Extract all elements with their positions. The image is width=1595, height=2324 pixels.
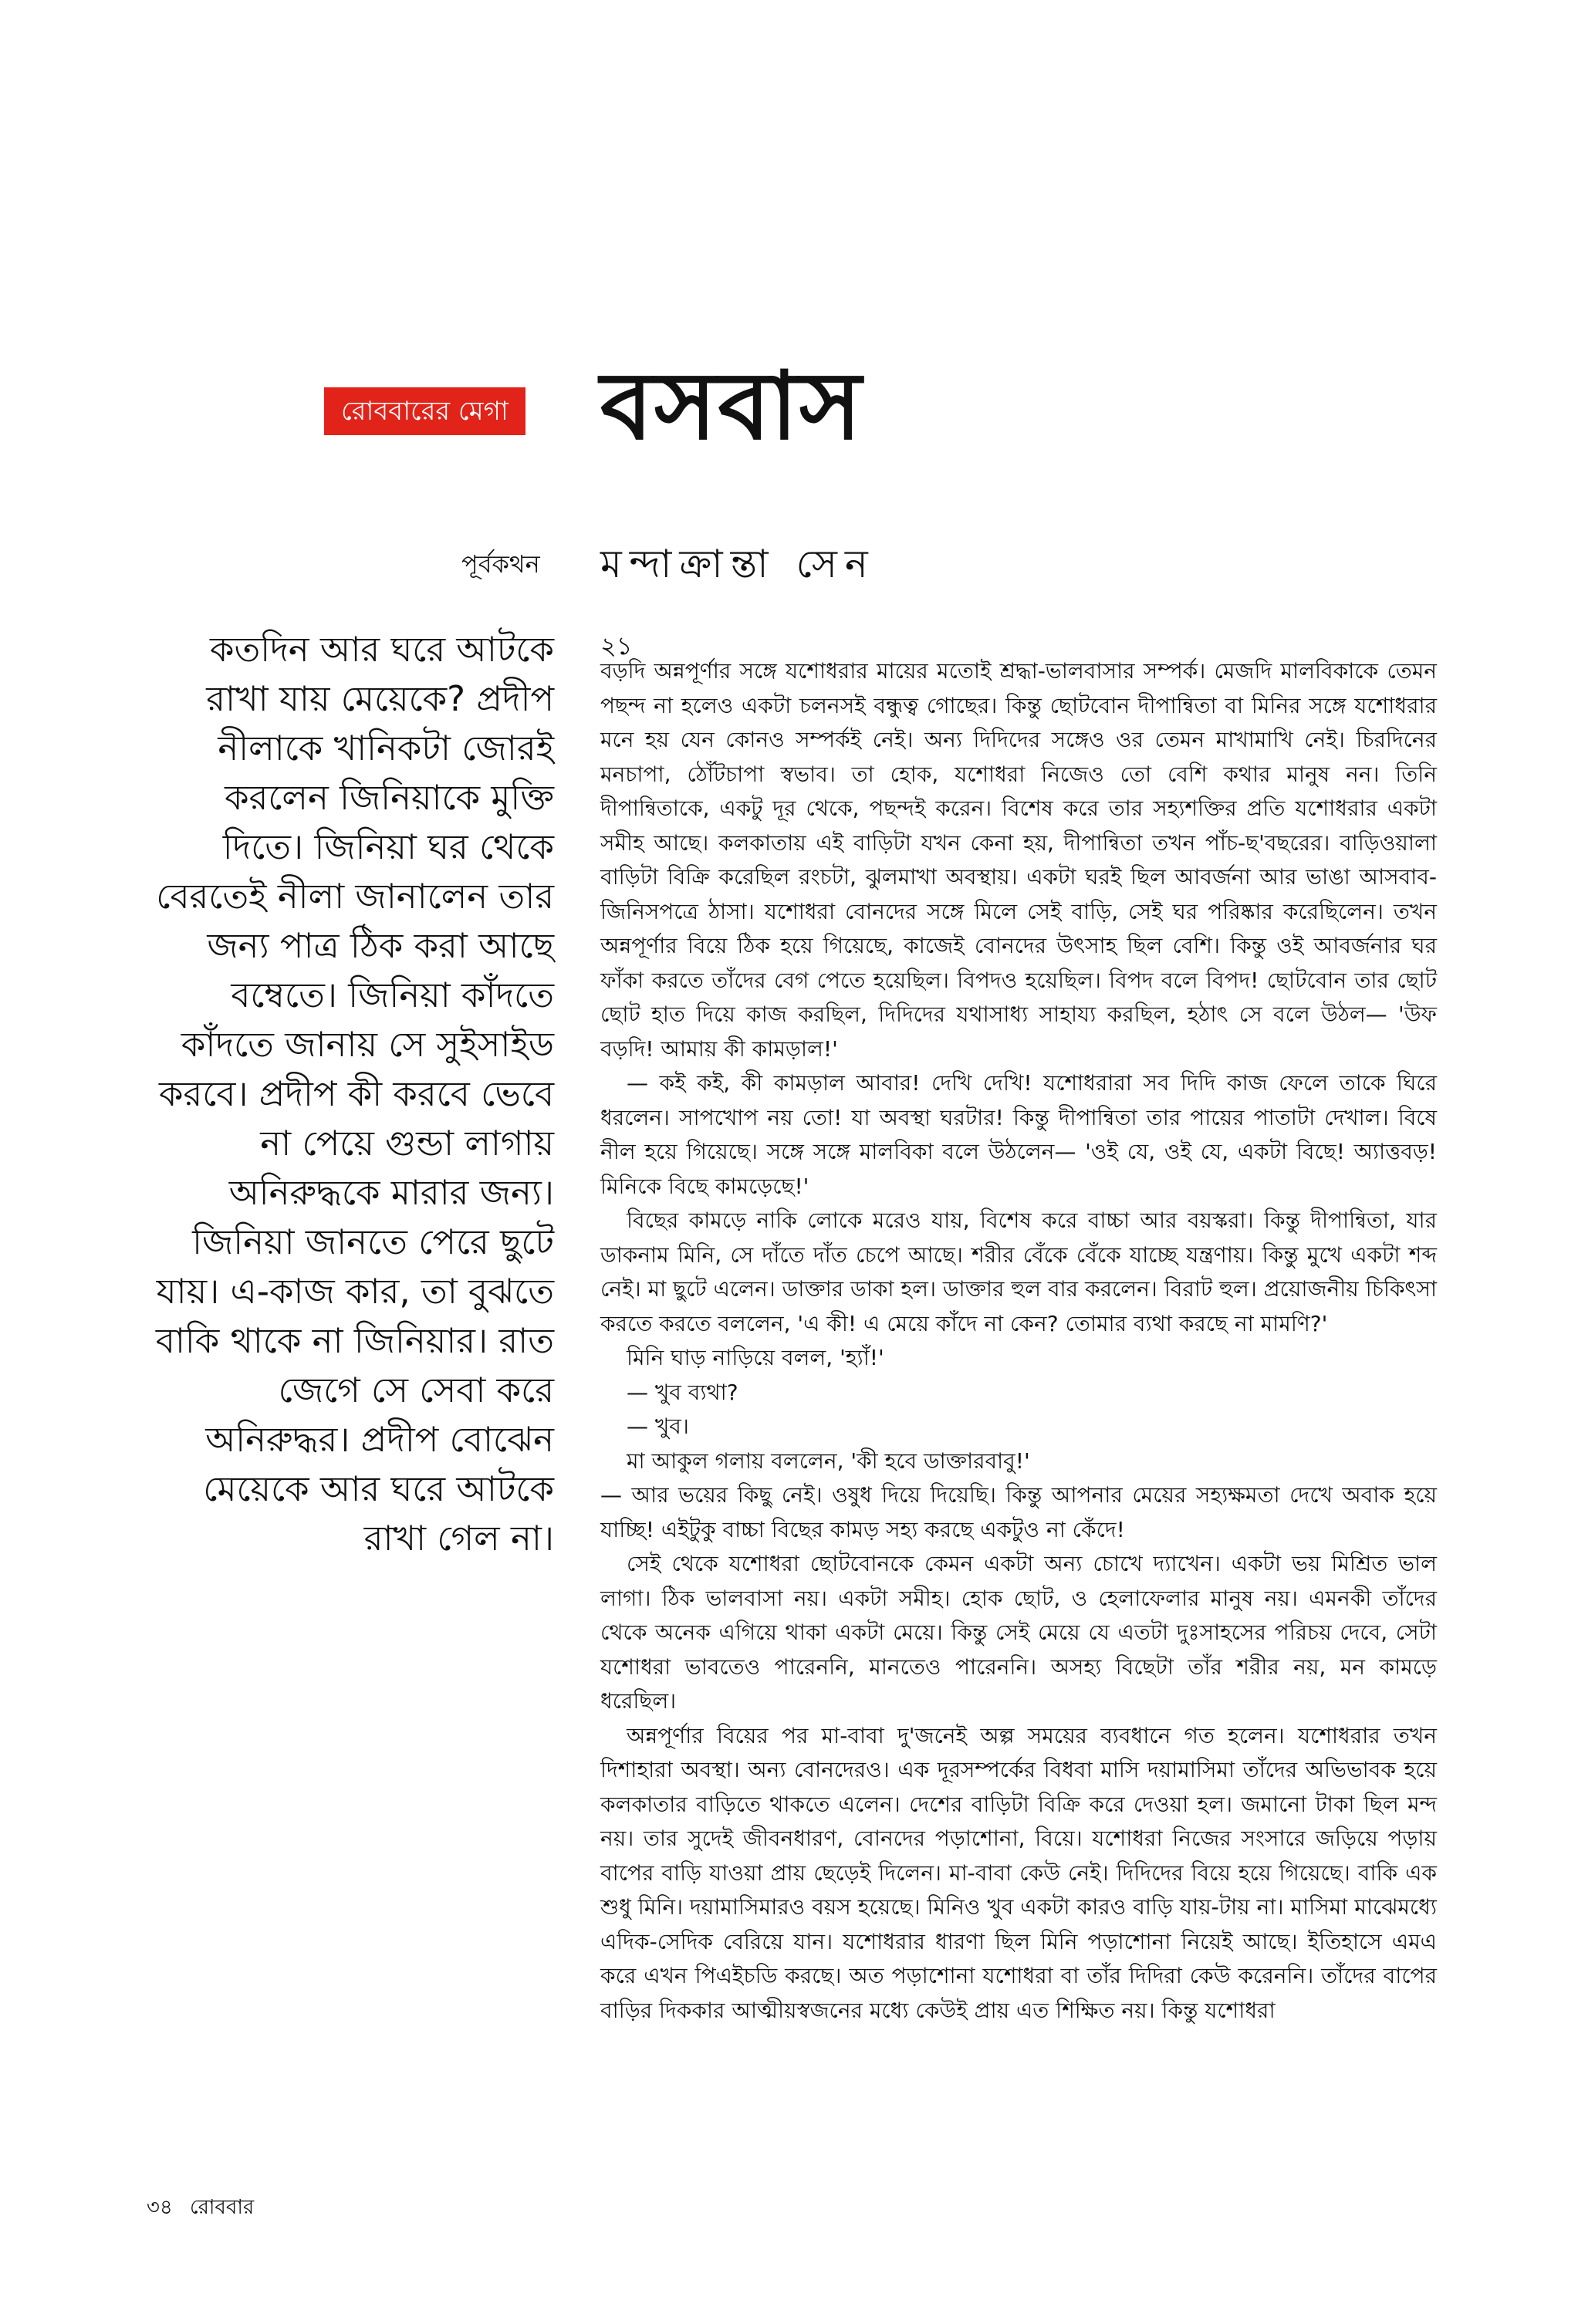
page-footer — [147, 2191, 265, 2225]
body-paragraph: — আর ভয়ের কিছু নেই। ওষুধ দিয়ে দিয়েছি। কিন্তু আপনার মেয়ের সহ্যক্ষমতা দেখে অবাক হয়ে যাচ্ছি! এইটুকু বাচ্চা বিছের কামড় সহ্য করছে একটুও না কেঁদে! — [600, 1482, 1437, 1542]
series-badge: রোববারের মেগা — [324, 387, 525, 435]
body-paragraph: বড়দি অন্নপূর্ণার সঙ্গে যশোধরার মায়ের মতোই শ্রদ্ধা-ভালবাসার সম্পর্ক। মেজদি মালবিকাকে তেমন পছন্দ না হলেও একটা চলনসই বন্ধুত্ব গোছের। কিন্তু ছোটবোন দীপান্বিতা বা মিনির সঙ্গে যশোধরার মনে হয় যেন কোনও সম্পর্কই নেই। অন্য দিদিদের সঙ্গেও ওর তেমন মাখামাখি নেই। চিরদিনের মনচাপা, ঠোঁটচাপা স্বভাব। তা হোক, যশোধরা নিজেও তো বেশি কথার মানুষ নন। তিনি দীপান্বিতাকে, একটু দূর থেকে, পছন্দই করেন। বিশেষ করে তার সহ্যশক্তির প্রতি যশোধরার একটা সমীহ আছে। কলকাতায় এই বাড়িটা যখন কেনা হয়, দীপান্বিতা তখন পাঁচ-ছ'বছরের। বাড়িওয়ালা বাড়িটা বিক্রি করেছিল রংচটা, ঝুলমাখা অবস্থায়। একটা ঘরই ছিল আবর্জনা আর ভাঙা আসবাব-জিনিসপত্রে ঠাসা। যশোধরা বোনদের সঙ্গে মিলে সেই বাড়ি, সেই ঘর পরিষ্কার করেছিলেন। তখন অন্নপূর্ণার বিয়ে ঠিক হয়ে গিয়েছে, কাজেই বোনদের উৎসাহ ছিল বেশি। কিন্তু ওই আবর্জনার ঘর ফাঁকা করতে তাঁদের বেগ পেতে হয়েছিল। বিপদও হয়েছিল। বিপদ বলে বিপদ! ছোটবোন তার ছোট ছোট হাত দিয়ে কাজ করছিল, দিদিদের যথাসাধ্য সাহায্য করছিল, হঠাৎ সে বলে উঠল— 'উফ বড়দি! আমায় কী কামড়াল!' — [600, 658, 1437, 1062]
body-paragraph: অন্নপূর্ণার বিয়ের পর মা-বাবা দু'জনেই অল্প সময়ের ব্যবধানে গত হলেন। যশোধরার তখন দিশাহারা অবস্থা। অন্য বোনদেরও। এক দূরসম্পর্কের বিধবা মাসি দয়ামাসিমা তাঁদের অভিভাবক হয়ে কলকাতার বাড়িতে থাকতে এলেন। দেশের বাড়িটা বিক্রি করে দেওয়া হল। জমানো টাকা ছিল মন্দ নয়। তার সুদেই জীবনধারণ, বোনদের পড়াশোনা, বিয়ে। যশোধরা নিজের সংসারে জড়িয়ে পড়ায় বাপের বাড়ি যাওয়া প্রায় ছেড়েই দিলেন। মা-বাবা কেউ নেই। দিদিদের বিয়ে হয়ে গিয়েছে। বাকি এক শুধু মিনি। দয়ামাসিমারও বয়স হয়েছে। মিনিও খুব একটা কারও বাড়ি যায়-টায় না। মাসিমা মাঝেমধ্যে এদিক-সেদিক বেরিয়ে যান। যশোধরার ধারণা ছিল মিনি পড়াশোনা নিয়েই আছে। ইতিহাসে এমএ করে এখন পিএইচডি করছে। অত পড়াশোনা যশোধরা বা তাঁর দিদিরা কেউ করেননি। তাঁদের বাপের বাড়ির দিককার আত্মীয়স্বজনের মধ্যে কেউই প্রায় এত শিক্ষিত নয়। কিন্তু যশোধরা — [600, 1722, 1437, 2023]
body-paragraph: — খুব। — [627, 1414, 689, 1439]
body-paragraph: সেই থেকে যশোধরা ছোটবোনকে কেমন একটা অন্য চোখে দ্যাখেন। একটা ভয় মিশ্রিত ভাল লাগা। ঠিক ভালবাসা নয়। একটা সমীহ। হোক ছোট, ও হেলাফেলার মানুষ নয়। এমনকী তাঁদের থেকে অনেক এগিয়ে থাকা একটা মেয়ে। কিন্তু সেই মেয়ে যে এতটা দুঃসাহসের পরিচয় দেবে, সেটা যশোধরা ভাবতেও পারেননি, মানতেও পারেননি। অসহ্য বিছেটা তাঁর শরীর নয়, মন কামড়ে ধরেছিল। — [600, 1551, 1437, 1714]
story-body — [600, 654, 1437, 2028]
body-paragraph: মিনি ঘাড় নাড়িয়ে বলল, 'হ্যাঁ!' — [627, 1345, 884, 1370]
author-name: মন্দাক্রান্তা সেন — [600, 542, 876, 586]
chapter-number: ২১ — [600, 631, 633, 660]
body-paragraph: — খুব ব্যথা? — [627, 1379, 738, 1405]
magazine-name: রোববার — [190, 2196, 255, 2219]
body-paragraph: মা আকুল গলায় বললেন, 'কী হবে ডাক্তারবাবু!' — [627, 1447, 1030, 1474]
previous-label: পূর্বকথন — [461, 549, 540, 579]
page-number: ৩৪ — [147, 2196, 173, 2219]
previous-synopsis: কতদিন আর ঘরে আটকে রাখা যায় মেয়েকে? প্রদীপ নীলাকে খানিকটা জোরই করলেন জিনিয়াকে মুক্তি দিতে। জিনিয়া ঘর থেকে বেরতেই নীলা জানালেন তার জন্য পাত্র ঠিক করা আছে বম্বেতে। জিনিয়া কাঁদতে কাঁদতে জানায় সে সুইসাইড করবে। প্রদীপ কী করবে ভেবে না পেয়ে গুন্ডা লাগায় অনিরুদ্ধকে মারার জন্য। জিনিয়া জানতে পেরে ছুটে যায়। এ-কাজ কার, তা বুঝতে বাকি থাকে না জিনিয়ার। রাত জেগে সে সেবা করে অনিরুদ্ধর। প্রদীপ বোঝেন মেয়েকে আর ঘরে আটকে রাখা গেল না। — [155, 629, 554, 1559]
story-title: বসবাস — [600, 351, 863, 461]
body-paragraph: বিছের কামড়ে নাকি লোকে মরেও যায়, বিশেষ করে বাচ্চা আর বয়স্করা। কিন্তু দীপান্বিতা, যার ডাকনাম মিনি, সে দাঁতে দাঁত চেপে আছে। শরীর বেঁকে বেঁকে যাচ্ছে যন্ত্রণায়। কিন্তু মুখে একটা শব্দ নেই। মা ছুটে এলেন। ডাক্তার ডাকা হল। ডাক্তার হুল বার করলেন। বিরাট হুল। প্রয়োজনীয় চিকিৎসা করতে করতে বললেন, 'এ কী! এ মেয়ে কাঁদে না কেন? তোমার ব্যথা করছে না মামণি?' — [600, 1208, 1438, 1336]
body-paragraph: — কই কই, কী কামড়াল আবার! দেখি দেখি! যশোধরারা সব দিদি কাজ ফেলে তাকে ঘিরে ধরলেন। সাপখোপ নয় তো! যা অবস্থা ঘরটার! কিন্তু দীপান্বিতা তার পায়ের পাতাটা দেখাল। বিষে নীল হয়ে গিয়েছে। সঙ্গে সঙ্গে মালবিকা বলে উঠলেন— 'ওই যে, ওই যে, একটা বিছে! অ্যাত্তবড়! মিনিকে বিছে কামড়েছে!' — [600, 1070, 1437, 1199]
